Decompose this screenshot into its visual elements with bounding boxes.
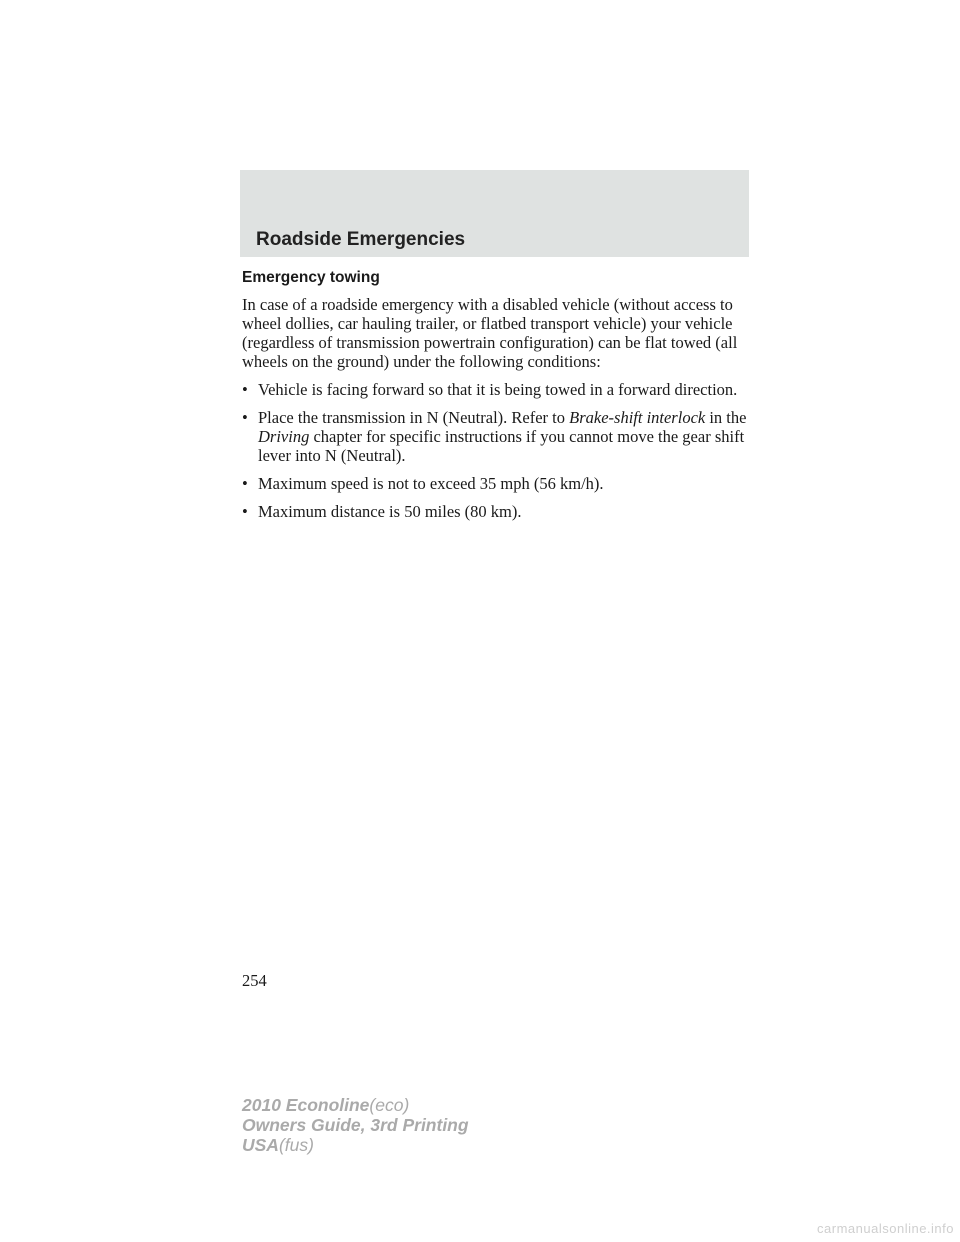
chapter-header <box>240 170 749 257</box>
list-item-text-before: Place the transmission in N (Neutral). Refer to <box>258 408 570 427</box>
bullet-icon: • <box>242 502 248 521</box>
cross-reference-driving-chapter: Driving <box>258 427 310 446</box>
page-number: 254 <box>242 971 267 990</box>
footer-model-code: (eco) <box>369 1095 410 1115</box>
list-item <box>242 408 752 465</box>
list-item-text: Maximum speed is not to exceed 35 mph (56 km/h). <box>258 474 604 493</box>
bullet-icon: • <box>242 474 248 493</box>
footer-line-printing: Owners Guide, 3rd Printing <box>242 1115 469 1135</box>
footer-region: USA <box>242 1135 279 1155</box>
footer-region-code: (fus) <box>278 1135 314 1155</box>
list-item-text-after: chapter for specific instructions if you cannot move the gear shift lever into N (Neutral). <box>258 427 745 465</box>
section-heading: Emergency towing <box>242 269 380 286</box>
page-content <box>242 268 752 530</box>
list-item-text: Maximum distance is 50 miles (80 km). <box>258 502 522 521</box>
watermark: carmanualsonline.info <box>817 1221 954 1236</box>
bullet-icon: • <box>242 408 248 427</box>
conditions-list <box>242 380 752 521</box>
list-item <box>242 502 752 521</box>
cross-reference-brake-shift-interlock: Brake-shift interlock <box>569 408 706 427</box>
chapter-title: Roadside Emergencies <box>256 229 466 250</box>
document-footer <box>242 1095 469 1155</box>
intro-paragraph: In case of a roadside emergency with a disabled vehicle (without access to wheel dollies, car hauling trailer, or flatbed transport vehicle) your vehicle (regardless of transmission powertrain configuration) can be flat towed (all wheels on the ground) under the following conditions: <box>242 295 738 371</box>
bullet-icon: • <box>242 380 248 399</box>
footer-line-model <box>242 1095 469 1115</box>
footer-line-region <box>242 1135 469 1155</box>
list-item-text-middle: in the <box>705 408 747 427</box>
footer-model: 2010 Econoline <box>242 1095 370 1115</box>
list-item <box>242 474 752 493</box>
list-item <box>242 380 752 399</box>
list-item-text: Vehicle is facing forward so that it is being towed in a forward direction. <box>258 380 738 399</box>
